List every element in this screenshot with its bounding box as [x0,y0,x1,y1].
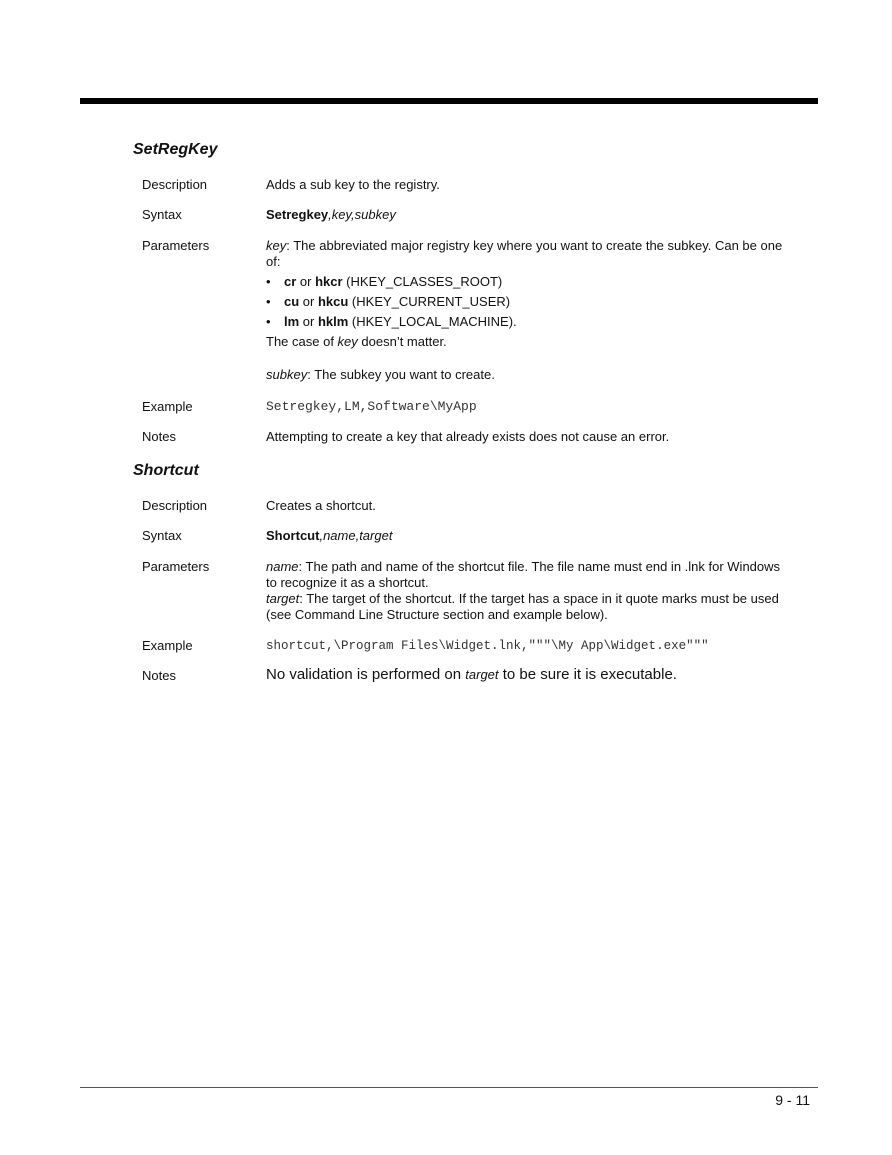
shortcut-parameters-label: Parameters [142,559,210,574]
setregkey-notes-label: Notes [142,429,176,444]
param-name-text: : The path and name of the shortcut file. The file name must end in .lnk for Windows to recognize it as a shortcut. [266,559,781,590]
section-title-shortcut: Shortcut [133,462,199,479]
bullet-short-key: lm [284,314,300,329]
param-subkey-name: subkey [266,367,308,382]
setregkey-syntax-args: ,key,subkey [328,207,396,222]
setregkey-description: Adds a sub key to the registry. [266,177,440,192]
param-key [266,238,790,270]
setregkey-syntax-label: Syntax [142,207,182,222]
shortcut-notes [266,667,790,683]
bullet-full-name: (HKEY_CLASSES_ROOT) [342,274,503,289]
param-target [266,591,790,623]
section-title-setregkey: SetRegKey [133,141,218,158]
shortcut-syntax-label: Syntax [142,528,182,543]
shortcut-notes-target: target [465,667,499,682]
param-name [266,559,790,591]
shortcut-syntax [266,528,790,544]
shortcut-example-label: Example [142,638,193,653]
bullet-long-key: hkcr [315,274,343,289]
setregkey-description-label: Description [142,177,208,192]
case-note-pre: The case of [266,334,338,349]
shortcut-syntax-args: ,name,target [319,528,393,543]
setregkey-example-label: Example [142,399,193,414]
bullet-item [266,292,790,312]
shortcut-parameters [266,559,790,623]
page-number: 9 - 11 [775,1092,810,1108]
bullet-short-key: cu [284,294,300,309]
case-note-key: key [337,334,358,349]
shortcut-description-label: Description [142,498,208,513]
case-note-post: doesn’t matter. [357,334,447,349]
shortcut-description: Creates a shortcut. [266,498,376,513]
case-note [266,334,790,350]
bullet-or: or [296,274,316,289]
bullet-long-key: hkcu [317,294,349,309]
bullet-item [266,272,790,292]
bullet-full-name: (HKEY_CURRENT_USER) [348,294,511,309]
bullet-long-key: hklm [317,314,349,329]
bullet-or: or [299,314,318,329]
shortcut-notes-post: to be sure it is executable. [498,666,677,683]
setregkey-syntax [266,207,790,223]
shortcut-notes-pre: No validation is performed on [266,666,466,683]
setregkey-parameters [266,238,790,383]
param-key-name: key [266,238,287,253]
shortcut-syntax-command: Shortcut [266,528,320,543]
bullet-full-name: (HKEY_LOCAL_MACHINE). [348,314,517,329]
bullet-short-key: cr [284,274,297,289]
param-target-name: target [266,591,300,606]
param-name-name: name [266,559,299,574]
setregkey-example: Setregkey,LM,Software\MyApp [266,399,477,414]
bullet-or: or [299,294,318,309]
setregkey-syntax-command: Setregkey [266,207,329,222]
bullet-item [266,312,790,332]
param-subkey-text: : The subkey you want to create. [307,367,495,382]
setregkey-parameters-label: Parameters [142,238,210,253]
param-target-text: : The target of the shortcut. If the target has a space in it quote marks must be used (see Command Line Structure section and example below). [266,591,779,622]
shortcut-example: shortcut,\Program Files\Widget.lnk,"""\My App\Widget.exe""" [266,639,709,653]
footer-rule [80,1087,818,1088]
param-key-text: : The abbreviated major registry key where you want to create the subkey. Can be one of: [266,238,783,269]
param-subkey [266,367,790,383]
shortcut-notes-label: Notes [142,668,176,683]
setregkey-notes: Attempting to create a key that already exists does not cause an error. [266,429,670,444]
header-rule [80,98,818,104]
